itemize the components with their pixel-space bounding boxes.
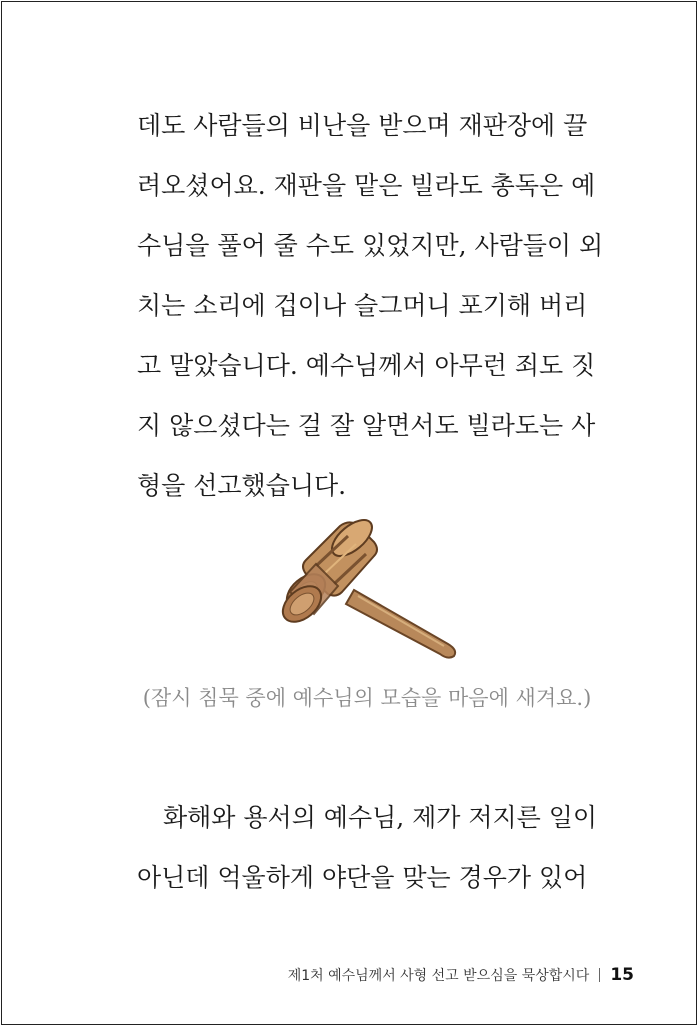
body-line: 치는 소리에 겁이나 슬그머니 포기해 버리 (137, 291, 588, 320)
footer-divider (599, 968, 600, 982)
body-line: 려오셨어요. 재판을 맡은 빌라도 총독은 예 (137, 171, 596, 200)
page-number: 15 (610, 965, 634, 985)
prayer-line: 아닌데 억울하게 야단을 맞는 경우가 있어 (137, 863, 588, 892)
meditation-caption: (잠시 침묵 중에 예수님의 모습을 마음에 새겨요.) (142, 686, 592, 710)
body-text (137, 96, 604, 516)
prayer-line: 화해와 용서의 예수님, 제가 저지른 일이 (163, 803, 598, 832)
page-footer (288, 962, 634, 988)
gavel-icon (276, 508, 462, 660)
chapter-title: 제1처 예수님께서 사형 선고 받으심을 묵상합시다 (287, 968, 590, 984)
body-line: 고 말았습니다. 예수님께서 아무런 죄도 짓 (137, 351, 596, 380)
body-line: 데도 사람들의 비난을 받으며 재판장에 끌 (137, 111, 588, 140)
prayer-text (137, 788, 597, 908)
body-line: 형을 선고했습니다. (137, 471, 347, 500)
body-line: 수님을 풀어 줄 수도 있었지만, 사람들이 외 (137, 231, 604, 260)
body-line: 지 않으셨다는 걸 잘 알면서도 빌라도는 사 (137, 411, 596, 440)
